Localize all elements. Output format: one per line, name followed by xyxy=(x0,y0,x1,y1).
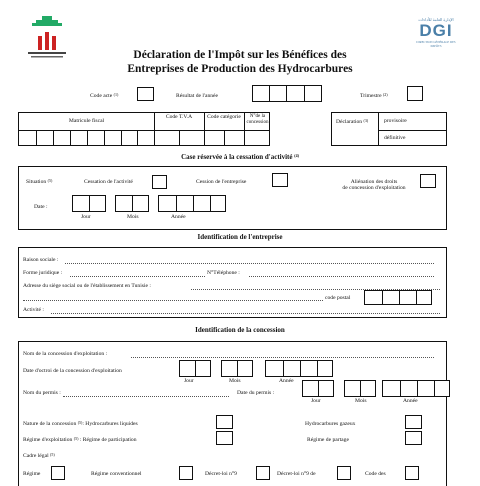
annee-label: Année xyxy=(171,214,186,220)
regime-partage-checkbox[interactable] xyxy=(405,431,422,445)
telephone-label: N°Téléphone : xyxy=(207,270,240,276)
decret-loi-1-label: Décret-loi n°9 xyxy=(205,471,237,477)
hydro-gazeux-checkbox[interactable] xyxy=(405,415,422,429)
activite-label: Activité : xyxy=(23,307,44,313)
jour-label: Jour xyxy=(81,214,91,220)
entreprise-section xyxy=(18,247,447,318)
octroi-annee-label: Année xyxy=(279,378,294,384)
definitive-option[interactable]: définitive xyxy=(384,135,406,141)
nom-permis-label: Nom du permis : xyxy=(23,390,61,396)
code-des-label: Code des xyxy=(365,471,386,477)
ministry-logo xyxy=(22,14,72,64)
cessation-activite-checkbox[interactable] xyxy=(152,175,167,189)
code-postal-field[interactable] xyxy=(364,290,432,305)
permis-mois-label: Mois xyxy=(355,398,367,404)
regime-partage-label: Régime de partage xyxy=(307,437,349,443)
resultat-year-field[interactable] xyxy=(252,85,322,102)
code-des-checkbox[interactable] xyxy=(405,466,419,480)
adresse-label: Adresse du siège social ou de l'établissement en Tunisie : xyxy=(23,283,151,289)
decret-loi-1-checkbox[interactable] xyxy=(256,466,270,480)
date-octroi-field[interactable] xyxy=(179,360,333,377)
trimestre-field[interactable] xyxy=(407,86,423,101)
dgi-logo: الإدارة العامة للأداءات DGI DIRECTION GÉNÉRALE DES IMPÔTS xyxy=(416,17,456,49)
cessation-title: Case réservée à la cessation d'activité $^{(4)}$ xyxy=(181,153,299,161)
octroi-mois-label: Mois xyxy=(229,378,241,384)
entreprise-title: Identification de l'entreprise xyxy=(197,233,283,241)
regime-label: Régime xyxy=(23,471,41,477)
nom-concession-input[interactable] xyxy=(131,357,434,358)
date-label: Date : xyxy=(34,204,48,210)
no-concession-label: N°de la concession xyxy=(246,114,269,125)
regime-participation-checkbox[interactable] xyxy=(216,431,233,445)
mois-label: Mois xyxy=(127,214,139,220)
nature-label: Nature de la concession $^{(5)}$: Hydrocarbures liquides xyxy=(23,420,138,427)
alienation-label: Aliénation des droits de concession d'exploitation xyxy=(342,179,406,192)
regime-exploitation-label: Régime d'exploitation $^{(5)}$ : Régime de participation xyxy=(23,436,137,443)
declaration-label: Déclaration $^{(3)}$ xyxy=(336,118,369,125)
cession-entreprise-label: Cession de l'entreprise xyxy=(196,179,247,185)
nom-permis-input[interactable] xyxy=(63,396,229,397)
regime-checkbox[interactable] xyxy=(51,466,65,480)
regime-conventionnel-label: Régime conventionnel xyxy=(91,471,142,477)
matricule-table xyxy=(18,112,270,146)
matricule-cells[interactable] xyxy=(19,130,154,146)
cession-entreprise-checkbox[interactable] xyxy=(272,173,288,187)
hydro-gazeux-label: Hydrocarbures gazeux xyxy=(305,421,356,427)
date-permis-label: Date du permis : xyxy=(237,390,275,396)
cessation-activite-label: Cessation de l'activité xyxy=(84,179,133,185)
raison-sociale-input[interactable] xyxy=(65,263,434,264)
code-acte-label: Code acte $^{(1)}$ xyxy=(90,92,119,99)
forme-juridique-input[interactable] xyxy=(70,276,205,277)
hydro-liquides-checkbox[interactable] xyxy=(216,415,233,429)
adresse-input-2[interactable] xyxy=(23,300,323,301)
forme-juridique-label: Forme juridique : xyxy=(23,270,63,276)
permis-annee-label: Année xyxy=(403,398,418,404)
page-title: Déclaration de l'Impôt sur les Bénéfices des Entreprises de Production des Hydrocarbures xyxy=(127,49,353,75)
raison-sociale-label: Raison sociale : xyxy=(23,257,59,263)
cessation-date-field[interactable] xyxy=(72,195,226,212)
declaration-table xyxy=(331,112,447,146)
decret-loi-2-label: Décret-loi n°9 de xyxy=(277,471,316,477)
cadre-legal-label: Cadre légal $^{(5)}$ xyxy=(23,452,55,459)
telephone-input[interactable] xyxy=(249,276,434,277)
code-acte-field[interactable] xyxy=(137,87,154,101)
concession-section xyxy=(18,341,447,486)
permis-jour-label: Jour xyxy=(311,398,321,404)
concession-title: Identification de la concession xyxy=(195,326,285,334)
resultat-label: Résultat de l'année xyxy=(176,93,219,99)
matricule-label: Matricule fiscal xyxy=(68,118,105,124)
provisoire-option[interactable]: provisoire xyxy=(384,118,407,124)
situation-label: Situation $^{(5)}$ xyxy=(26,178,53,185)
code-postal-label: code postal xyxy=(325,295,351,301)
code-tva-label: Code T.V.A xyxy=(165,114,193,120)
cessation-section xyxy=(18,166,447,230)
decret-loi-2-checkbox[interactable] xyxy=(337,466,351,480)
alienation-checkbox[interactable] xyxy=(420,174,436,188)
date-permis-field[interactable] xyxy=(302,380,450,397)
trimestre-label: Trimestre $^{(2)}$ xyxy=(360,92,388,99)
activite-input[interactable] xyxy=(51,313,440,314)
regime-conventionnel-checkbox[interactable] xyxy=(179,466,193,480)
octroi-jour-label: Jour xyxy=(184,378,194,384)
date-octroi-label: Date d'octroi de la concession d'exploitation xyxy=(23,368,122,374)
code-categorie-label: Code catégorie xyxy=(207,114,241,120)
nom-concession-label: Nom de la concession d'exploitation : xyxy=(23,351,108,357)
